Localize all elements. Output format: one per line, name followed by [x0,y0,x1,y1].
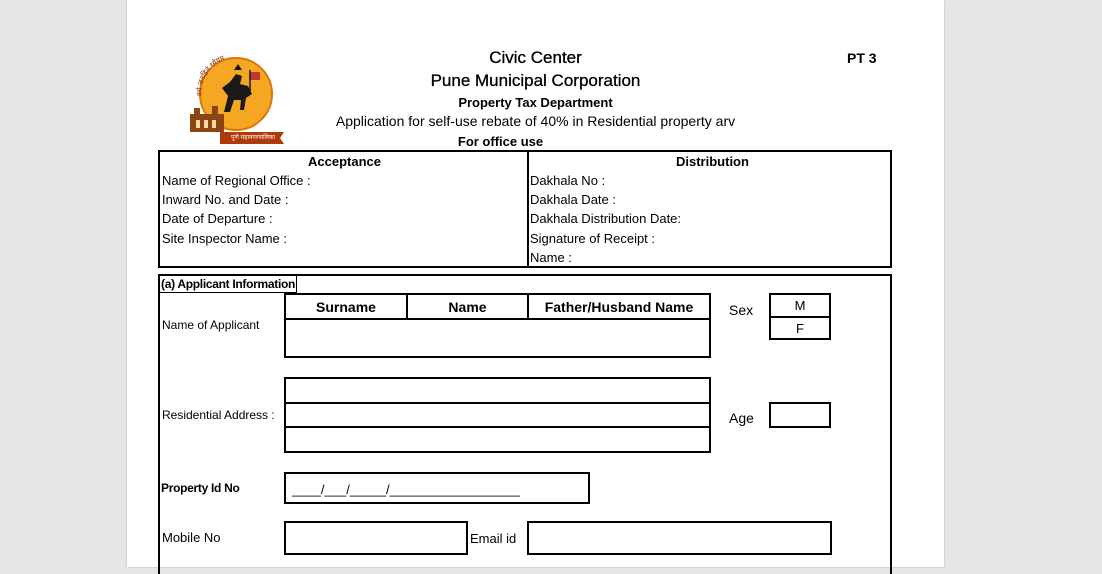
department: Property Tax Department [458,95,613,110]
name-of-applicant-label: Name of Applicant [162,318,260,332]
distribution-field: Dakhala No : [530,173,606,188]
logo-ribbon-text: पुणे महानगरपालिका [231,134,275,141]
age-input[interactable] [769,402,831,428]
pmc-logo [184,52,288,144]
applicant-name-input[interactable] [284,318,711,358]
email-id-input[interactable] [527,521,832,555]
applicant-section-title: (a) Applicant Information [161,277,296,291]
acceptance-field: Site Inspector Name : [162,231,287,246]
office-divider [527,150,529,268]
logo-motto: वर्ध जनहितं ध्येयम [195,54,226,97]
distribution-field: Signature of Receipt : [530,231,656,246]
sex-option-f[interactable] [769,316,831,340]
section-title-rule [296,276,297,293]
distribution-title: Distribution [676,154,749,169]
address-line-1[interactable] [284,377,711,404]
mobile-no-label: Mobile No [162,530,221,545]
sex-label: Sex [729,302,754,318]
office-use-label: For office use [457,134,544,149]
distribution-field: Dakhala Distribution Date: [530,211,682,226]
subtitle: Application for self-use rebate of 40% in Residential property arv [335,113,736,129]
office-use-table [158,150,892,268]
distribution-field: Name : [530,250,572,265]
age-label: Age [729,410,754,426]
father-husband-header: Father/Husband Name [527,293,711,320]
property-id-input[interactable] [284,472,590,504]
title: Civic Center [489,48,582,67]
email-id-label: Email id [470,531,517,546]
sex-option-m[interactable] [769,293,831,318]
form-sheet [127,0,944,567]
surname-header: Surname [284,293,408,320]
address-line-3[interactable] [284,426,711,453]
property-id-pattern: ____/___/_____/__________________ [292,482,520,497]
acceptance-title: Acceptance [308,154,381,169]
pmc-emblem-icon [184,52,288,144]
mobile-no-input[interactable] [284,521,468,555]
acceptance-field: Name of Regional Office : [162,173,311,188]
form-code: PT 3 [847,50,877,66]
sex-f-text: F [796,320,804,336]
section-title-underline [160,292,297,293]
distribution-field: Dakhala Date : [530,192,616,207]
org-name: Pune Municipal Corporation [430,71,641,90]
residential-address-label: Residential Address : [162,408,275,422]
address-line-2[interactable] [284,402,711,428]
acceptance-field: Inward No. and Date : [162,192,289,207]
acceptance-field: Date of Departure : [162,211,273,226]
sex-m-text: M [794,298,806,313]
name-header: Name [406,293,529,320]
property-id-label: Property Id No [161,481,240,495]
